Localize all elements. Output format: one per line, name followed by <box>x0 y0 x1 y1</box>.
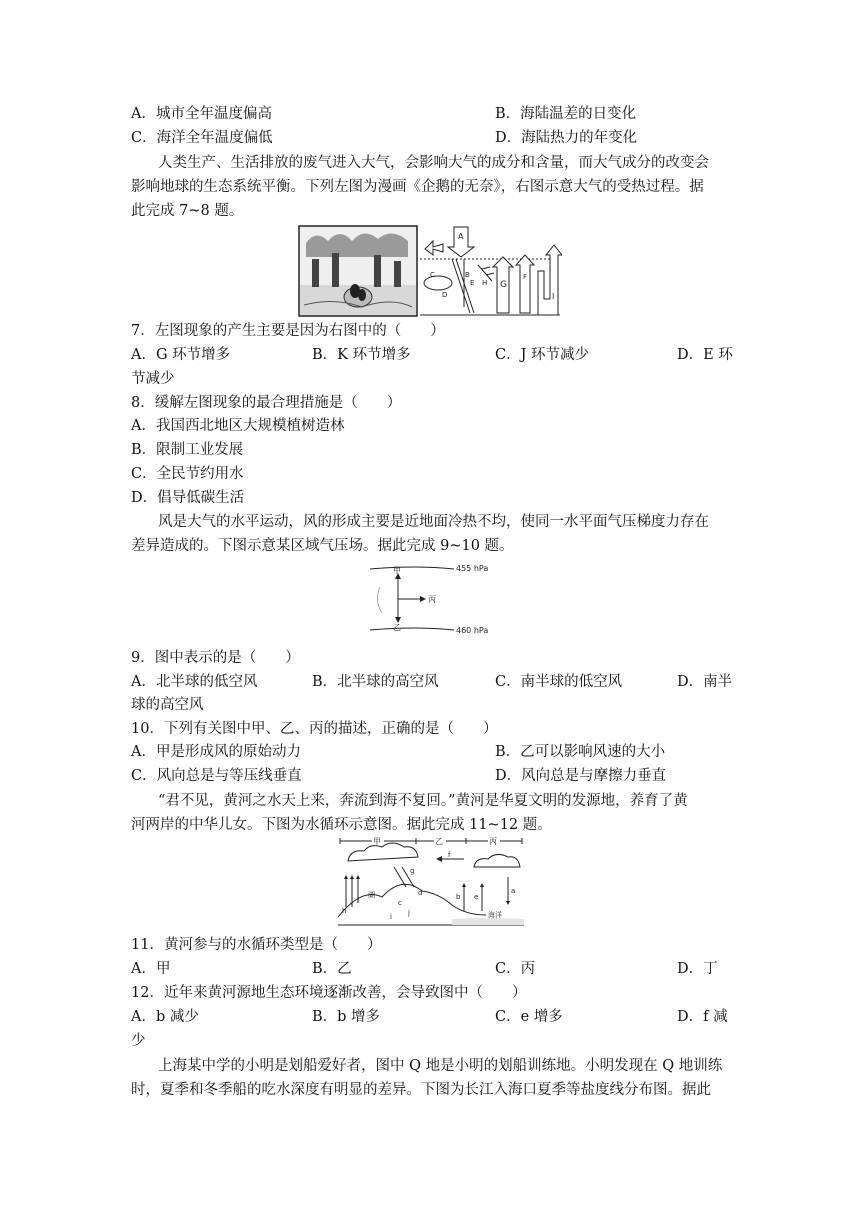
q6-option-d: D．海陆热力的年变化 <box>495 130 638 146</box>
q10-option-c: C．风向总是与等压线垂直 <box>131 768 302 784</box>
q8-option-a: A．我国西北地区大规模植树造林 <box>131 418 345 434</box>
isobar-top-label: 455 hPa <box>456 564 489 573</box>
figure-pressure-field <box>366 559 498 639</box>
label-f: f <box>448 851 451 859</box>
label-d: d <box>418 889 423 897</box>
label-sea: 海洋 <box>488 911 502 919</box>
q6-option-b: B．海陆温差的日变化 <box>495 106 637 122</box>
q12-option-b: B．b 增多 <box>312 1009 381 1025</box>
q12-option-d-cont: 少 <box>131 1033 146 1049</box>
intro-11-12-line2: 河两岸的中华儿女。下图为水循环示意图。据此完成 11~12 题。 <box>131 817 552 833</box>
label-j: j <box>408 909 410 917</box>
label-e: e <box>474 893 479 901</box>
q8-option-d: D．倡导低碳生活 <box>131 490 245 506</box>
q9-option-d-cont: 球的高空风 <box>131 697 204 713</box>
label-d: D <box>442 291 448 299</box>
q11-stem: 11．黄河参与的水循环类型是（ ） <box>131 937 382 953</box>
q9-option-d: D．南半 <box>677 674 733 690</box>
label-c: C <box>430 271 435 279</box>
heating-diagram <box>420 227 562 315</box>
label-bing: 丙 <box>489 837 497 846</box>
figure-water-cycle <box>336 837 526 927</box>
label-b: b <box>456 893 461 901</box>
intro-9-10-line1: 风是大气的水平运动，风的形成主要是近地面冷热不均，使同一水平面气压梯度力存在 <box>158 514 709 530</box>
label-h: H <box>482 279 488 287</box>
q12-option-c: C．e 增多 <box>495 1009 563 1025</box>
label-a: A <box>458 232 464 241</box>
label-g: G <box>500 280 507 290</box>
q10-option-d: D．风向总是与摩擦力垂直 <box>495 768 667 784</box>
label-e: E <box>470 279 475 287</box>
q9-option-a: A．北半球的低空风 <box>131 674 258 690</box>
q9-option-b: B．北半球的高空风 <box>312 674 439 690</box>
label-i: i <box>390 913 392 921</box>
label-lake: 湖 <box>368 891 375 899</box>
q8-option-b: B．限制工业发展 <box>131 442 244 458</box>
intro-7-8-line1: 人类生产、生活排放的废气进入大气，会影响大气的成分和含量，而大气成分的改变会 <box>158 155 709 171</box>
label-bing: 丙 <box>428 595 436 604</box>
q7-option-c: C．J 环节减少 <box>495 347 590 363</box>
label-f: F <box>523 273 528 281</box>
q7-option-d: D．E 环 <box>677 347 733 363</box>
q12-option-a: A．b 减少 <box>131 1009 199 1025</box>
label-jia: 甲 <box>393 566 401 575</box>
q7-option-b: B．K 环节增多 <box>312 347 411 363</box>
q11-option-c: C．丙 <box>495 961 536 977</box>
q6-option-c: C．海洋全年温度偏低 <box>131 130 273 146</box>
q11-option-d: D．丁 <box>677 961 718 977</box>
q11-option-a: A．甲 <box>131 961 171 977</box>
label-b: B <box>465 271 470 279</box>
q7-option-a: A．G 环节增多 <box>131 347 231 363</box>
intro-13-line1: 上海某中学的小明是划船爱好者，图中 Q 地是小明的划船训练地。小明发现在 Q 地训练 <box>158 1058 723 1074</box>
q10-option-a: A．甲是形成风的原始动力 <box>131 744 301 760</box>
label-a: a <box>511 887 516 895</box>
intro-9-10-line2: 差异造成的。下图示意某区域气压场。据此完成 9~10 题。 <box>131 538 514 554</box>
q8-stem: 8．缓解左图现象的最合理措施是（ ） <box>131 395 402 411</box>
intro-11-12-line1: “君不见，黄河之水天上来，奔流到海不复回。”黄河是华夏文明的发源地，养育了黄 <box>158 793 688 809</box>
q10-option-b: B．乙可以影响风速的大小 <box>495 744 666 760</box>
q7-stem: 7．左图现象的产生主要是因为右图中的（ ） <box>131 323 445 339</box>
q9-option-c: C．南半球的低空风 <box>495 674 623 690</box>
figure-penguin-cartoon-and-heating <box>298 225 562 317</box>
label-yi: 乙 <box>435 837 443 846</box>
penguin-cartoon <box>299 226 417 316</box>
intro-7-8-line3: 此完成 7~8 题。 <box>131 203 244 219</box>
label-jia: 甲 <box>373 837 381 846</box>
q9-stem: 9．图中表示的是（ ） <box>131 650 300 666</box>
q7-option-d-cont: 节减少 <box>131 371 175 387</box>
isobar-bottom-label: 460 hPa <box>456 626 489 635</box>
label-yi: 乙 <box>393 623 401 632</box>
q12-option-d: D．f 减 <box>677 1009 728 1025</box>
q12-stem: 12．近年来黄河源地生态环境逐渐改善，会导致图中（ ） <box>131 985 527 1001</box>
label-c: c <box>398 899 402 907</box>
intro-13-line2: 时，夏季和冬季船的吃水深度有明显的差异。下图为长江入海口夏季等盐度线分布图。据此 <box>131 1082 711 1098</box>
intro-7-8-line2: 影响地球的生态系统平衡。下列左图为漫画《企鹅的无奈》，右图示意大气的受热过程。据 <box>131 179 704 195</box>
label-h: h <box>342 907 347 915</box>
q8-option-c: C．全民节约用水 <box>131 466 244 482</box>
q11-option-b: B．乙 <box>312 961 352 977</box>
label-g: g <box>410 867 415 875</box>
label-i: I <box>552 292 555 301</box>
q6-option-a: A．城市全年温度偏高 <box>131 106 272 122</box>
q10-stem: 10．下列有关图中甲、乙、丙的描述，正确的是（ ） <box>131 721 498 737</box>
